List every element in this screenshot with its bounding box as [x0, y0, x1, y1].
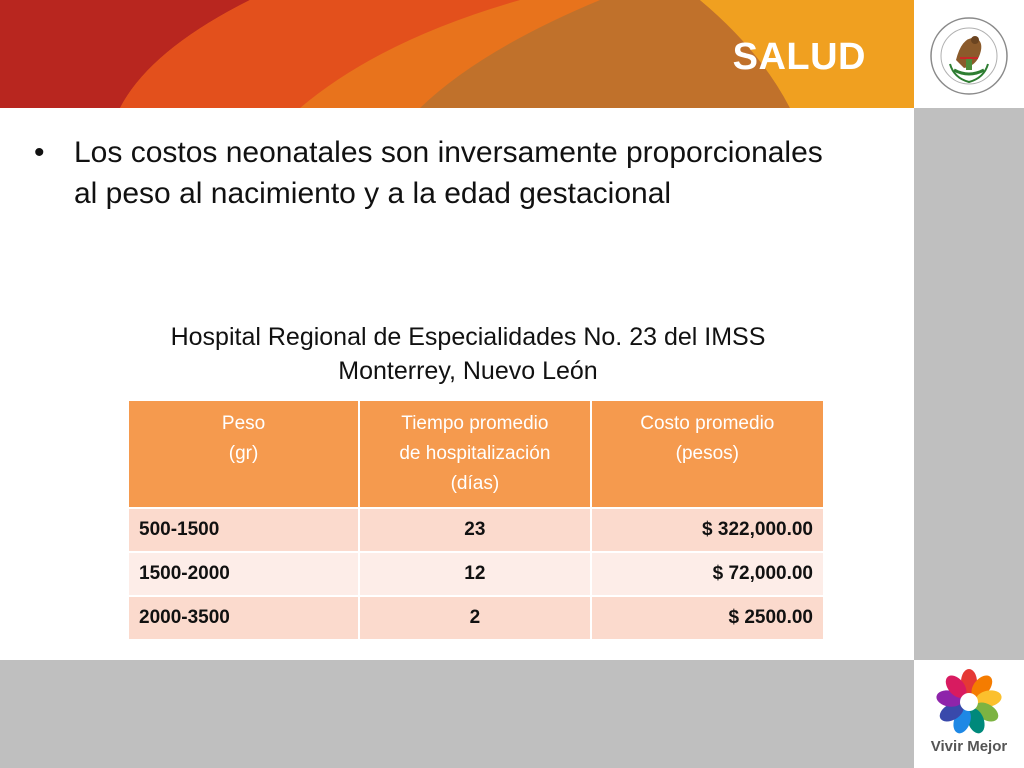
table-row — [128, 552, 824, 596]
cell-peso: 1500-2000 — [128, 552, 359, 596]
vivir-mejor-flower-icon — [914, 660, 1024, 740]
header-tiempo-line-2: de hospitalización — [399, 443, 551, 464]
header-costo-line-1: Costo promedio — [640, 413, 775, 434]
header-tiempo — [359, 400, 590, 508]
table-row — [128, 596, 824, 640]
seal-area — [914, 0, 1024, 108]
header-title: SALUD — [732, 36, 866, 78]
header-costo-line-2: (pesos) — [675, 443, 739, 464]
vivir-mejor-logo — [914, 660, 1024, 768]
mexican-coat-of-arms-icon — [914, 0, 1024, 108]
cost-table — [127, 399, 825, 641]
cell-costo: $ 2500.00 — [591, 596, 824, 640]
slide-content — [0, 108, 914, 660]
header-costo — [591, 400, 824, 508]
table-row — [128, 508, 824, 552]
cell-costo: $ 72,000.00 — [591, 552, 824, 596]
header-peso — [128, 400, 359, 508]
cell-tiempo: 12 — [359, 552, 590, 596]
table-header-row — [128, 400, 824, 508]
caption-line-1: Hospital Regional de Especialidades No. 23 del IMSS — [170, 323, 766, 351]
header-tiempo-line-1: Tiempo promedio — [401, 413, 549, 434]
caption-line-2: Monterrey, Nuevo León — [338, 357, 598, 385]
header-peso-line-1: Peso — [221, 413, 266, 434]
cell-costo: $ 322,000.00 — [591, 508, 824, 552]
cell-peso: 500-1500 — [128, 508, 359, 552]
header-banner — [0, 0, 914, 108]
cell-peso: 2000-3500 — [128, 596, 359, 640]
header-peso-line-2: (gr) — [228, 443, 259, 464]
table-caption — [60, 320, 876, 388]
logo-label: Vivir Mejor — [930, 738, 1008, 755]
bullet-dot-icon: • — [34, 136, 45, 169]
footer-bar — [0, 660, 914, 768]
right-sidebar-bar — [914, 108, 1024, 660]
header-tiempo-line-3: (días) — [450, 473, 500, 494]
bullet-text: Los costos neonatales son inversamente proporcionales al peso al nacimiento y a la edad gestacional — [74, 136, 823, 210]
cell-tiempo: 23 — [359, 508, 590, 552]
bullet-point — [34, 132, 854, 214]
cell-tiempo: 2 — [359, 596, 590, 640]
